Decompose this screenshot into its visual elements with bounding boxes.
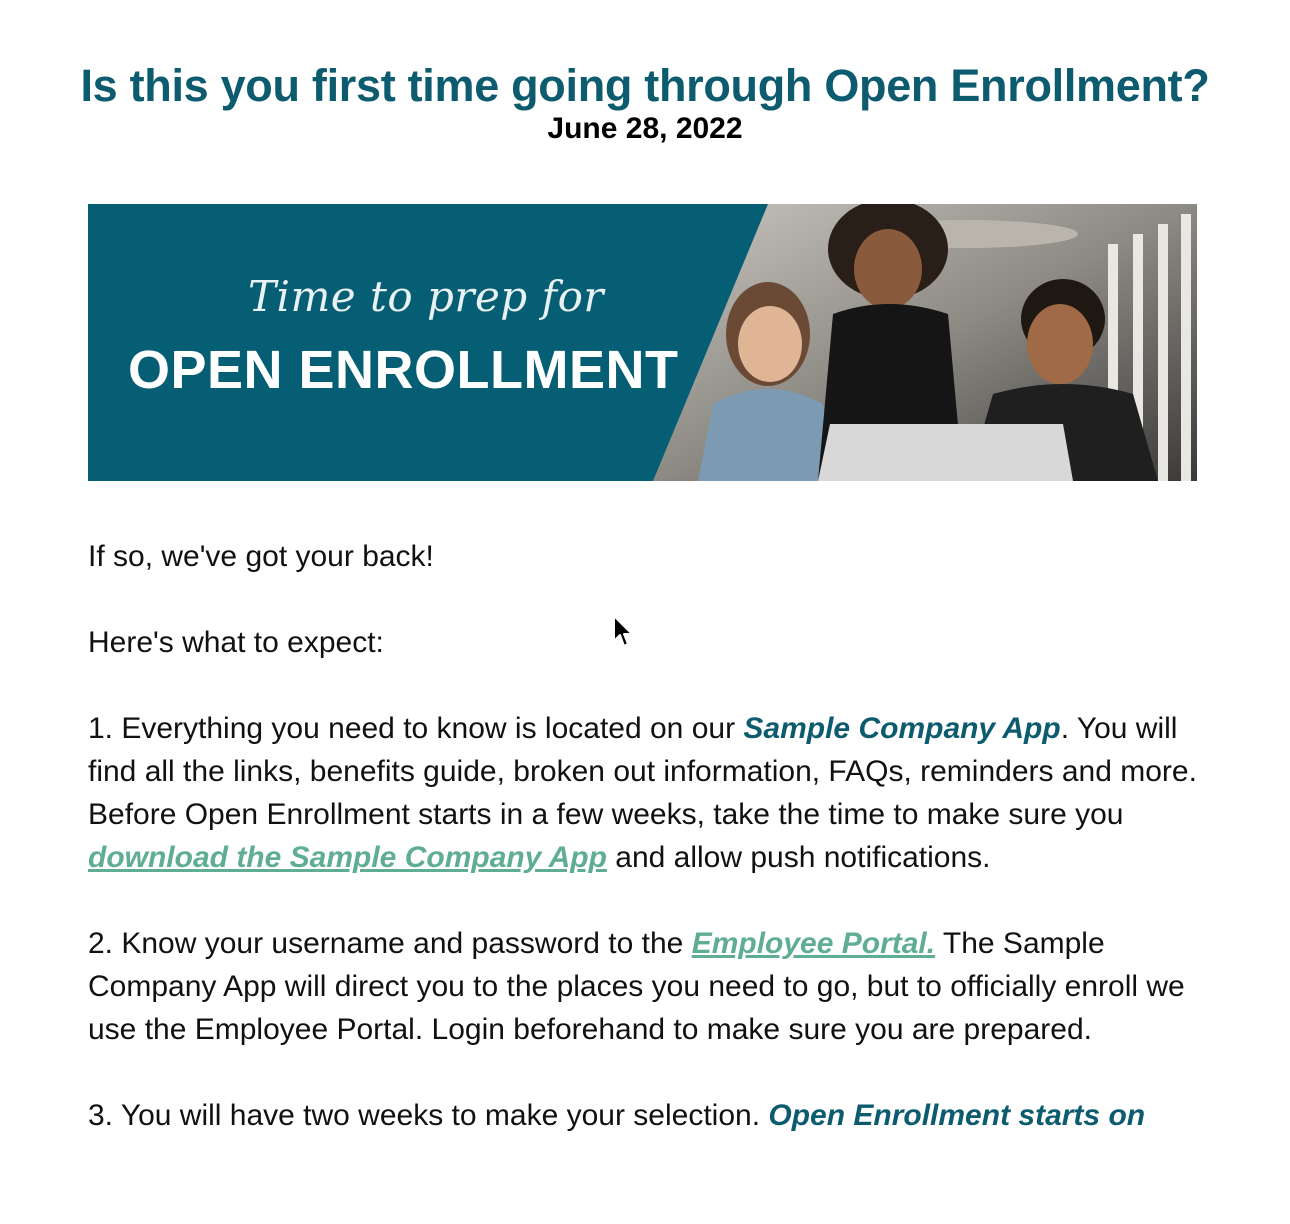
list-item-2 (88, 922, 1198, 1051)
intro-text: If so, we've got your back! (88, 540, 434, 573)
download-app-link[interactable]: download the Sample Company App (88, 841, 607, 874)
item2-before: 2. Know your username and password to the (88, 927, 692, 960)
item1-before: 1. Everything you need to know is located on our (88, 712, 744, 745)
list-item-3 (88, 1094, 1198, 1137)
item3-before: 3. You will have two weeks to make your selection. (88, 1099, 769, 1132)
banner-script-text: Time to prep for (248, 272, 604, 321)
item2-after: The Sample Company App will direct you to the places you need to go, but to officially enroll we use the Employee Portal. Login beforehand to make sure you are prepared. (88, 927, 1185, 1046)
item1-after: and allow push notifications. (606, 841, 991, 874)
email-body (88, 535, 1198, 1180)
mouse-cursor-icon (612, 614, 636, 650)
item1-middle: . You will find all the links, benefits guide, broken out information, FAQs, reminders and more. Before Open Enrollment starts in a few weeks, take the time to make sure you (88, 712, 1197, 831)
publish-date: June 28, 2022 (547, 112, 743, 145)
page-title: Is this you first time going through Open Enrollment? (80, 60, 1210, 112)
list-item-1 (88, 707, 1198, 879)
open-enrollment-start-text: Open Enrollment starts on (768, 1099, 1146, 1132)
expect-text: Here's what to expect: (88, 626, 384, 659)
open-enrollment-banner (88, 204, 1197, 481)
sample-company-app-link[interactable]: Sample Company App (743, 712, 1061, 745)
employee-portal-link[interactable]: Employee Portal. (691, 927, 936, 960)
banner-headline: OPEN ENROLLMENT (128, 340, 679, 400)
